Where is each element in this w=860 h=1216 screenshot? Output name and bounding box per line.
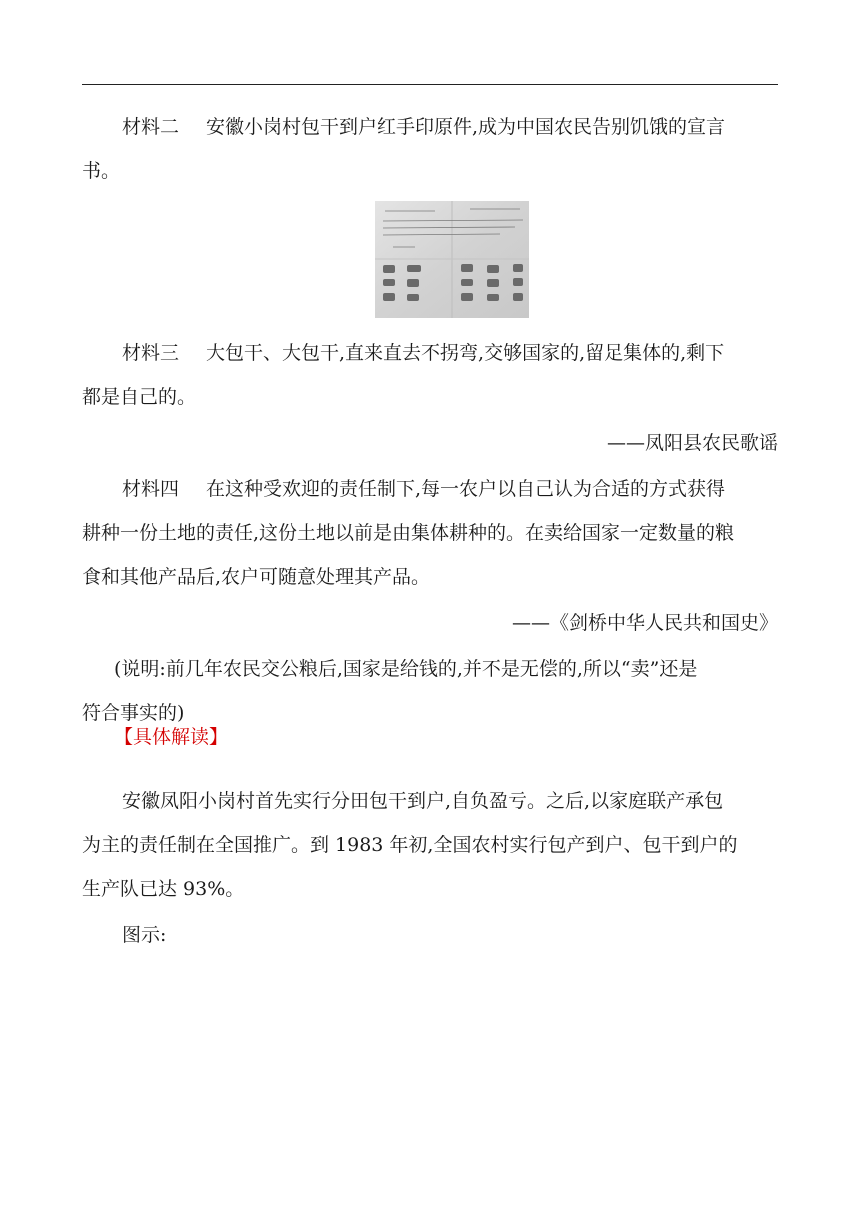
interpretation-line-3: 生产队已达 93%。: [82, 878, 245, 900]
material-2-label: 材料二: [122, 116, 180, 138]
handprint-document-image: [375, 201, 529, 318]
material-4-line-3: 食和其他产品后,农户可随意处理其产品。: [82, 566, 431, 588]
material-3-label: 材料三: [122, 342, 180, 364]
note-line-1: (说明:前几年农民交公粮后,国家是给钱的,并不是无偿的,所以“卖”还是: [114, 658, 698, 680]
material-4-line-1: [82, 466, 778, 512]
material-4-label: 材料四: [122, 478, 180, 500]
material-3-line-2: 都是自己的。: [82, 386, 197, 408]
top-rule: [82, 84, 778, 85]
material-3-text: 大包干、大包干,直来直去不拐弯,交够国家的,留足集体的,剩下: [206, 342, 725, 364]
handprint-document-photo: [375, 201, 529, 318]
interpretation-heading: 【具体解读】: [114, 726, 229, 748]
material-2-line-2: 书。: [82, 160, 121, 182]
interpretation-line-1: 安徽凤阳小岗村首先实行分田包干到户,自负盈亏。之后,以家庭联产承包: [122, 790, 724, 812]
note-line-2: 符合事实的): [82, 702, 185, 724]
material-3-source: ——凤阳县农民歌谣: [606, 432, 778, 454]
material-3-line-1: [82, 330, 778, 376]
interpretation-line-2: 为主的责任制在全国推广。到 1983 年初,全国农村实行包产到户、包干到户的: [82, 834, 738, 856]
material-4-source: ——《剑桥中华人民共和国史》: [511, 612, 778, 634]
diagram-label: 图示:: [122, 924, 167, 946]
material-4-text: 在这种受欢迎的责任制下,每一农户以自己认为合适的方式获得: [206, 478, 726, 500]
material-4-line-2: 耕种一份土地的责任,这份土地以前是由集体耕种的。在卖给国家一定数量的粮: [82, 522, 735, 544]
material-2-line-1: [82, 104, 778, 150]
material-2-text: 安徽小岗村包干到户红手印原件,成为中国农民告别饥饿的宣言: [206, 116, 726, 138]
